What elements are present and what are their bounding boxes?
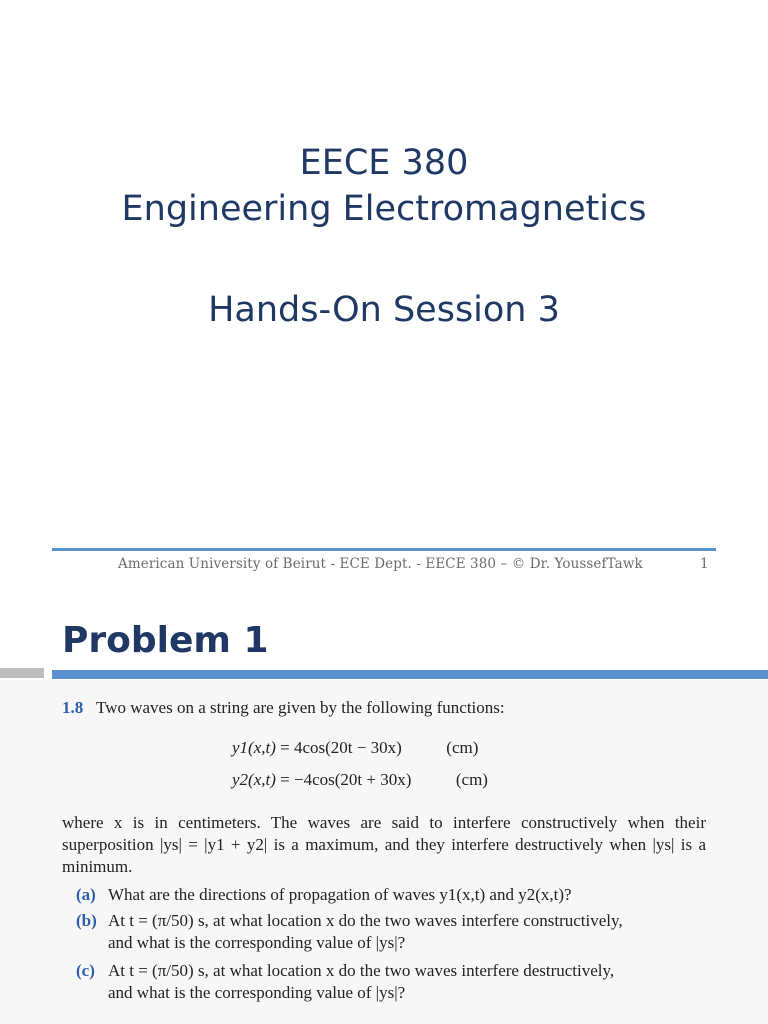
footer-text: American University of Beirut - ECE Dept. - EECE 380 – © Dr. YoussefTawk <box>118 556 643 572</box>
course-code: EECE 380 <box>299 143 469 183</box>
course-name: Engineering Electromagnetics <box>121 189 647 229</box>
problem-title: Problem 1 <box>62 620 269 661</box>
part-a <box>76 884 706 906</box>
session-title: Hands-On Session 3 <box>208 290 560 330</box>
problem-paragraph: where x is in centimeters. The waves are said to interfere constructively when their superposition |ys| = |y1 + y2| is a maximum, and they interfere destructively when |ys| is a minimum. <box>62 813 706 876</box>
part-c-label: (c) <box>76 961 95 980</box>
eq2-unit: (cm) <box>455 770 488 789</box>
eq2-lhs: y2(x,t) <box>232 770 276 789</box>
title-accent-bar <box>52 670 768 679</box>
problem-intro: Two waves on a string are given by the following functions: <box>96 698 505 717</box>
part-a-label: (a) <box>76 885 96 904</box>
title-block <box>0 140 768 333</box>
part-c <box>76 960 706 1004</box>
eq1-lhs: y1(x,t) <box>232 738 276 757</box>
footer-divider <box>52 548 716 551</box>
problem-slide <box>0 600 768 1024</box>
eq1-rhs: = 4cos(20t − 30x) <box>280 738 402 757</box>
part-b-text: At t = (π/50) s, at what location x do the two waves interfere constructively, <box>108 911 623 930</box>
equation-2 <box>232 770 488 790</box>
eq2-rhs: = −4cos(20t + 30x) <box>280 770 412 789</box>
part-b <box>76 910 706 954</box>
eq1-unit: (cm) <box>446 738 479 757</box>
part-c-text-cont: and what is the corresponding value of |ys|? <box>108 983 406 1002</box>
part-b-label: (b) <box>76 911 97 930</box>
page-number: 1 <box>700 556 709 572</box>
left-accent-bar <box>0 668 44 678</box>
problem-number: 1.8 <box>62 698 84 717</box>
part-b-text-cont: and what is the corresponding value of |ys|? <box>108 933 406 952</box>
part-a-text: What are the directions of propagation of waves y1(x,t) and y2(x,t)? <box>108 885 572 904</box>
equation-1 <box>232 738 478 758</box>
problem-statement <box>62 698 505 718</box>
part-c-text: At t = (π/50) s, at what location x do the two waves interfere destructively, <box>108 961 615 980</box>
